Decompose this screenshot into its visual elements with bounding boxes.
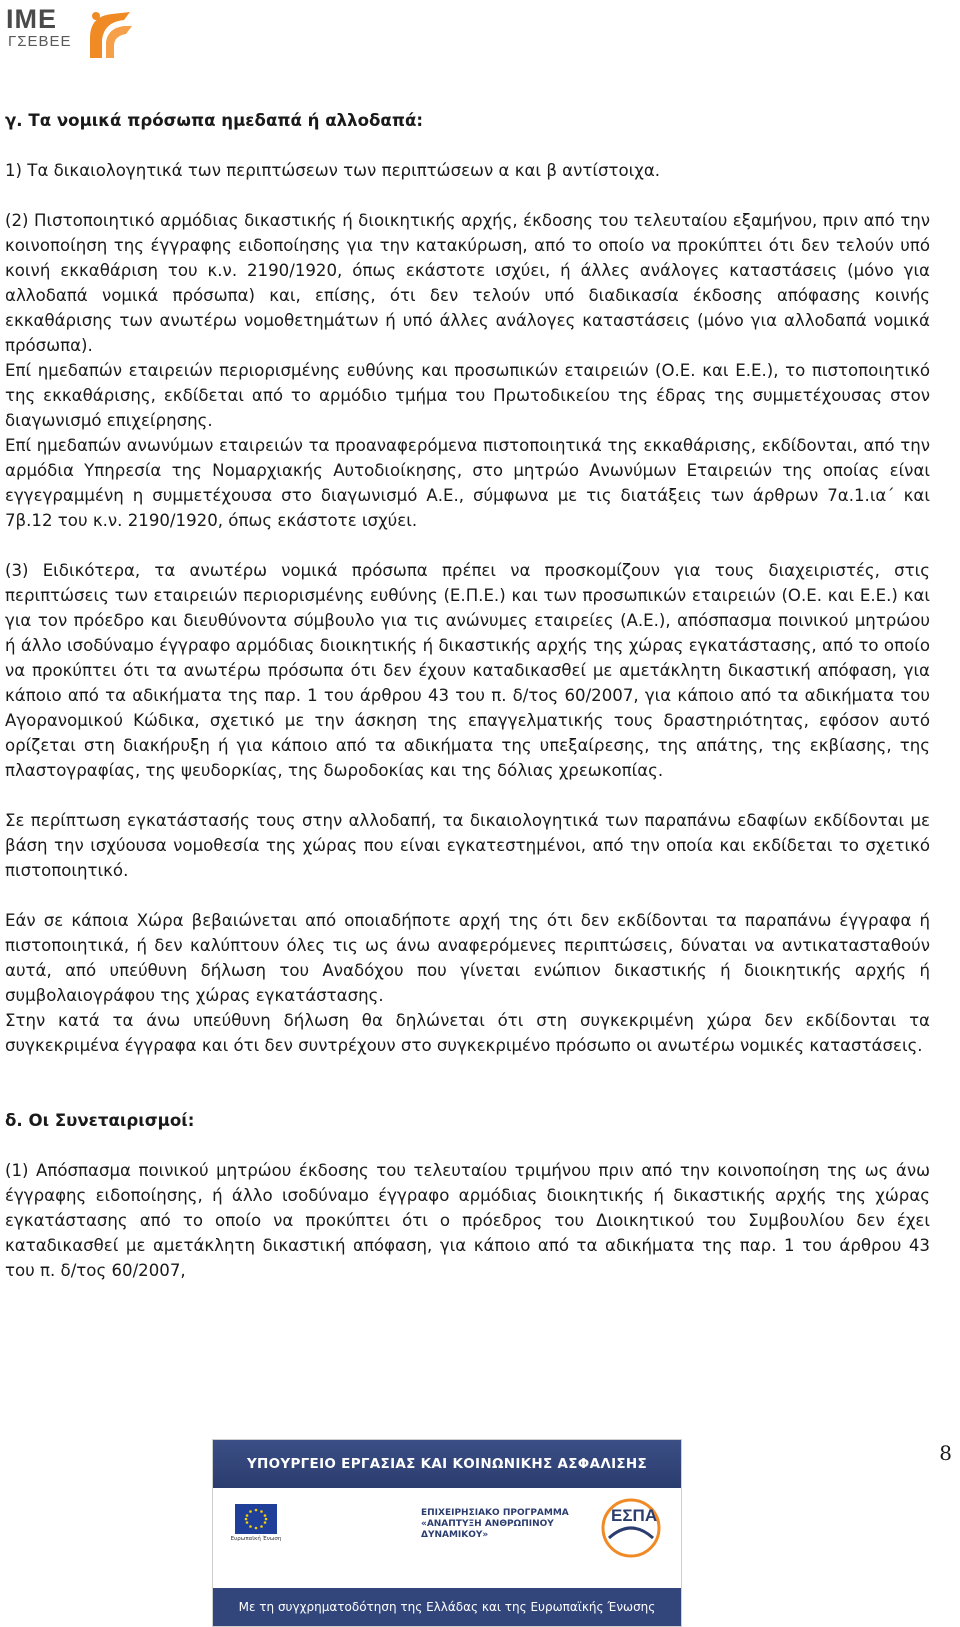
logo-ime-text: IME xyxy=(6,4,58,34)
banner-cofunding-bar xyxy=(213,1588,681,1626)
logo xyxy=(6,4,156,66)
banner-ministry-bar xyxy=(213,1440,681,1488)
banner-ministry-text: ΥΠΟΥΡΓΕΙΟ ΕΡΓΑΣΙΑΣ ΚΑΙ ΚΟΙΝΩΝΙΚΗΣ ΑΣΦΑΛΙΣΗΣ xyxy=(246,1456,648,1472)
section-g-heading: γ. Τα νομικά πρόσωπα ημεδαπά ή αλλοδαπά: xyxy=(5,111,423,130)
document-body xyxy=(5,108,930,1283)
banner-cofunding-text: Με τη συγχρηματοδότηση της Ελλάδας και της Ευρωπαϊκής Ένωσης xyxy=(238,1600,656,1614)
paragraph-g-6: Σε περίπτωση εγκατάστασής τους στην αλλοδαπή, τα δικαιολογητικά των παραπάνω εδαφίων εκδίδονται με βάση την ισχύουσα νομοθεσία της χώρας που είναι εγκατεστημένοι, από την οποία και εκδίδεται το σχετικό πιστοποιητικό. xyxy=(5,811,930,880)
paragraph-d-1: (1) Απόσπασμα ποινικού μητρώου έκδοσης του τελευταίου τριμήνου πριν από την κοινοποίηση της ως άνω έγγραφης ειδοποίησης, ή άλλο ισοδύναμο έγγραφο αρμόδιας διοικητικής ή δικαστικής αρχής της χώρας εγκατάστασης από το οποίο να προκύπτει ότι ο πρόεδρος του Διοικητικού του Συμβουλίου δεν έχει καταδικασθεί με αμετάκλητη δικαστική απόφαση, για κάποιο από τα αδικήματα της παρ. 1 του άρθρου 43 του π. δ/τος 60/2007, xyxy=(5,1161,930,1280)
paragraph-g-8: Στην κατά τα άνω υπεύθυνη δήλωση θα δηλώνεται ότι στη συγκεκριμένη χώρα δεν εκδίδονται τα συγκεκριμένα έγγραφα και ότι δεν συντρέχουν στο συγκεκριμένο πρόσωπο οι ανωτέρω νομικές καταστάσεις. xyxy=(5,1011,930,1055)
espa-text: ΕΣΠΑ xyxy=(611,1506,658,1525)
logo-mark-icon xyxy=(84,8,134,60)
paragraph-g-7: Εάν σε κάποια Χώρα βεβαιώνεται από οποιαδήποτε αρχή της ότι δεν εκδίδονται τα παραπάνω έγγραφα ή πιστοποιητικά, ή δεν καλύπτουν όλες τις ως άνω αναφερόμενες περιπτώσεις, δύναται να αντικατασταθούν αυτά, από υπεύθυνη δήλωση του Αναδόχου που γίνεται ενώπιον δικαστικής ή διοικητικής αρχής ή συμβολαιογράφου της χώρας εγκατάστασης. xyxy=(5,911,930,1005)
paragraph-g-1: 1) Τα δικαιολογητικά των περιπτώσεων των περιπτώσεων α και β αντίστοιχα. xyxy=(5,161,661,180)
paragraph-g-3: Επί ημεδαπών εταιρειών περιορισμένης ευθύνης και προσωπικών εταιρειών (Ο.Ε. και Ε.Ε.), το πιστοποιητικό της εκκαθάρισης, εκδίδεται από το αρμόδιο τμήμα του Πρωτοδικείου της έδρας της συμμετέχουσας στον διαγωνισμό επιχείρησης. xyxy=(5,361,930,430)
paragraph-g-2: (2) Πιστοποιητικό αρμόδιας δικαστικής ή διοικητικής αρχής, έκδοσης του τελευταίου εξαμήνου, πριν από την κοινοποίηση της έγγραφης ειδοποίησης για την κατακύρωση, από το οποίο να προκύπτει ότι δεν τελούν υπό κοινή εκκαθάριση του κ.ν. 2190/1920, όπως εκάστοτε ισχύει, ή άλλες ανάλογες καταστάσεις (μόνο για αλλοδαπά νομικά πρόσωπα) και, επίσης, ότι δεν τελούν υπό διαδικασία έκδοσης απόφασης κοινής εκκαθάρισης των ανωτέρω νομοθετημάτων ή υπό άλλες ανάλογες καταστάσεις (μόνο για αλλοδαπά νομικά πρόσωπα). xyxy=(5,211,930,355)
funding-banner xyxy=(212,1439,682,1627)
paragraph-g-4: Επί ημεδαπών ανωνύμων εταιρειών τα προαναφερόμενα πιστοποιητικά της εκκαθάρισης, εκδίδονται, από την αρμόδια Υπηρεσία της Νομαρχιακής Αυτοδιοίκησης, στο μητρώο Ανωνύμων Εταιρειών της οποίας είναι εγγεγραμμένη η συμμετέχουσα στο διαγωνισμό Α.Ε., σύμφωνα με τις διατάξεις των άρθρων 7α.1.ια΄ και 7β.12 του κ.ν. 2190/1920, όπως εκάστοτε ισχύει. xyxy=(5,436,930,530)
page-number: 8 xyxy=(939,1441,952,1465)
section-d-heading: δ. Οι Συνεταιρισμοί: xyxy=(5,1111,195,1130)
program-line-2: «ΑΝΑΠΤΥΞΗ ΑΝΘΡΩΠΙΝΟΥ ΔΥΝΑΜΙΚΟΥ» xyxy=(421,1519,554,1540)
program-title xyxy=(421,1508,579,1541)
eu-caption: Ευρωπαϊκή Ένωση xyxy=(230,1536,282,1542)
program-line-1: ΕΠΙΧΕΙΡΗΣΙΑΚΟ ΠΡΟΓΡΑΜΜΑ xyxy=(421,1508,569,1518)
eu-flag-icon xyxy=(235,1504,277,1534)
banner-logos xyxy=(213,1488,681,1588)
logo-gsevee-text: ΓΣΕΒΕΕ xyxy=(8,33,72,50)
paragraph-g-5: (3) Ειδικότερα, τα ανωτέρω νομικά πρόσωπα πρέπει να προσκομίζουν για τους διαχειριστές, στις περιπτώσεις των εταιρειών περιορισμένης ευθύνης (Ε.Π.Ε.) και των προσωπικών εταιρειών (Ο.Ε. και Ε.Ε.) και για τον πρόεδρο και διευθύνοντα σύμβουλο για τις ανώνυμες εταιρείες (Α.Ε.), απόσπασμα ποινικού μητρώου ή άλλο ισοδύναμο έγγραφο αρμόδιας διοικητικής ή δικαστικής αρχής της χώρας εγκατάστασης, από το οποίο να προκύπτει ότι τα ανωτέρω πρόσωπα ότι δεν έχουν καταδικασθεί με αμετάκλητη δικαστική απόφαση, για κάποιο από τα αδικήματα της παρ. 1 του άρθρου 43 του π. δ/τος 60/2007, για κάποιο από τα αδικήματα του Αγορανομικού Κώδικα, σχετικό με την άσκηση της επαγγελματικής τους δραστηριότητας, εφόσον αυτό ορίζεται στη διακήρυξη ή για κάποιο από τα αδικήματα της υπεξαίρεσης, της απάτης, της εκβίασης, της πλαστογραφίας, της ψευδορκίας, της δωροδοκίας και της δόλιας χρεωκοπίας. xyxy=(5,561,930,780)
